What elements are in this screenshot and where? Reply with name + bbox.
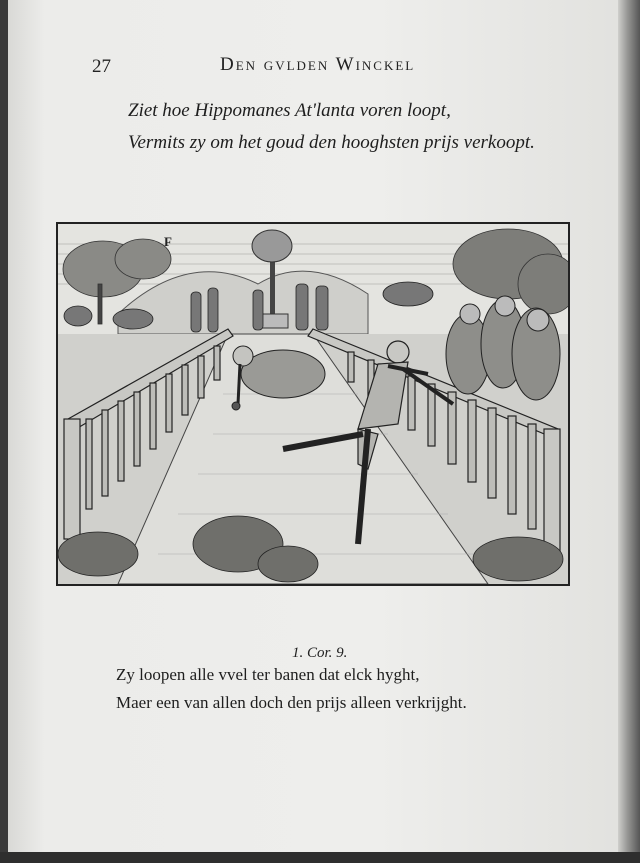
engraving-illustration bbox=[56, 222, 570, 586]
bible-citation: 1. Cor. 9. bbox=[292, 645, 348, 661]
engraving-drawing bbox=[58, 224, 568, 584]
book-page bbox=[8, 0, 618, 855]
adjacent-page-edge bbox=[618, 0, 640, 863]
page-bottom-shadow bbox=[0, 852, 640, 863]
verse-line-1: Zy loopen alle vvel ter banen dat elck hyght, bbox=[116, 665, 420, 684]
page-number: 27 bbox=[92, 56, 111, 77]
verse-line-2: Maer een van allen doch den prijs alleen verkrijght. bbox=[116, 693, 467, 712]
plate-letter: F bbox=[164, 234, 172, 249]
running-title: Den gvlden Winckel bbox=[220, 54, 416, 75]
motto-line-2: Vermits zy om het goud den hooghsten prijs verkoopt. bbox=[128, 132, 535, 153]
motto-line-1: Ziet hoe Hippomanes At'lanta voren loopt, bbox=[128, 100, 451, 121]
